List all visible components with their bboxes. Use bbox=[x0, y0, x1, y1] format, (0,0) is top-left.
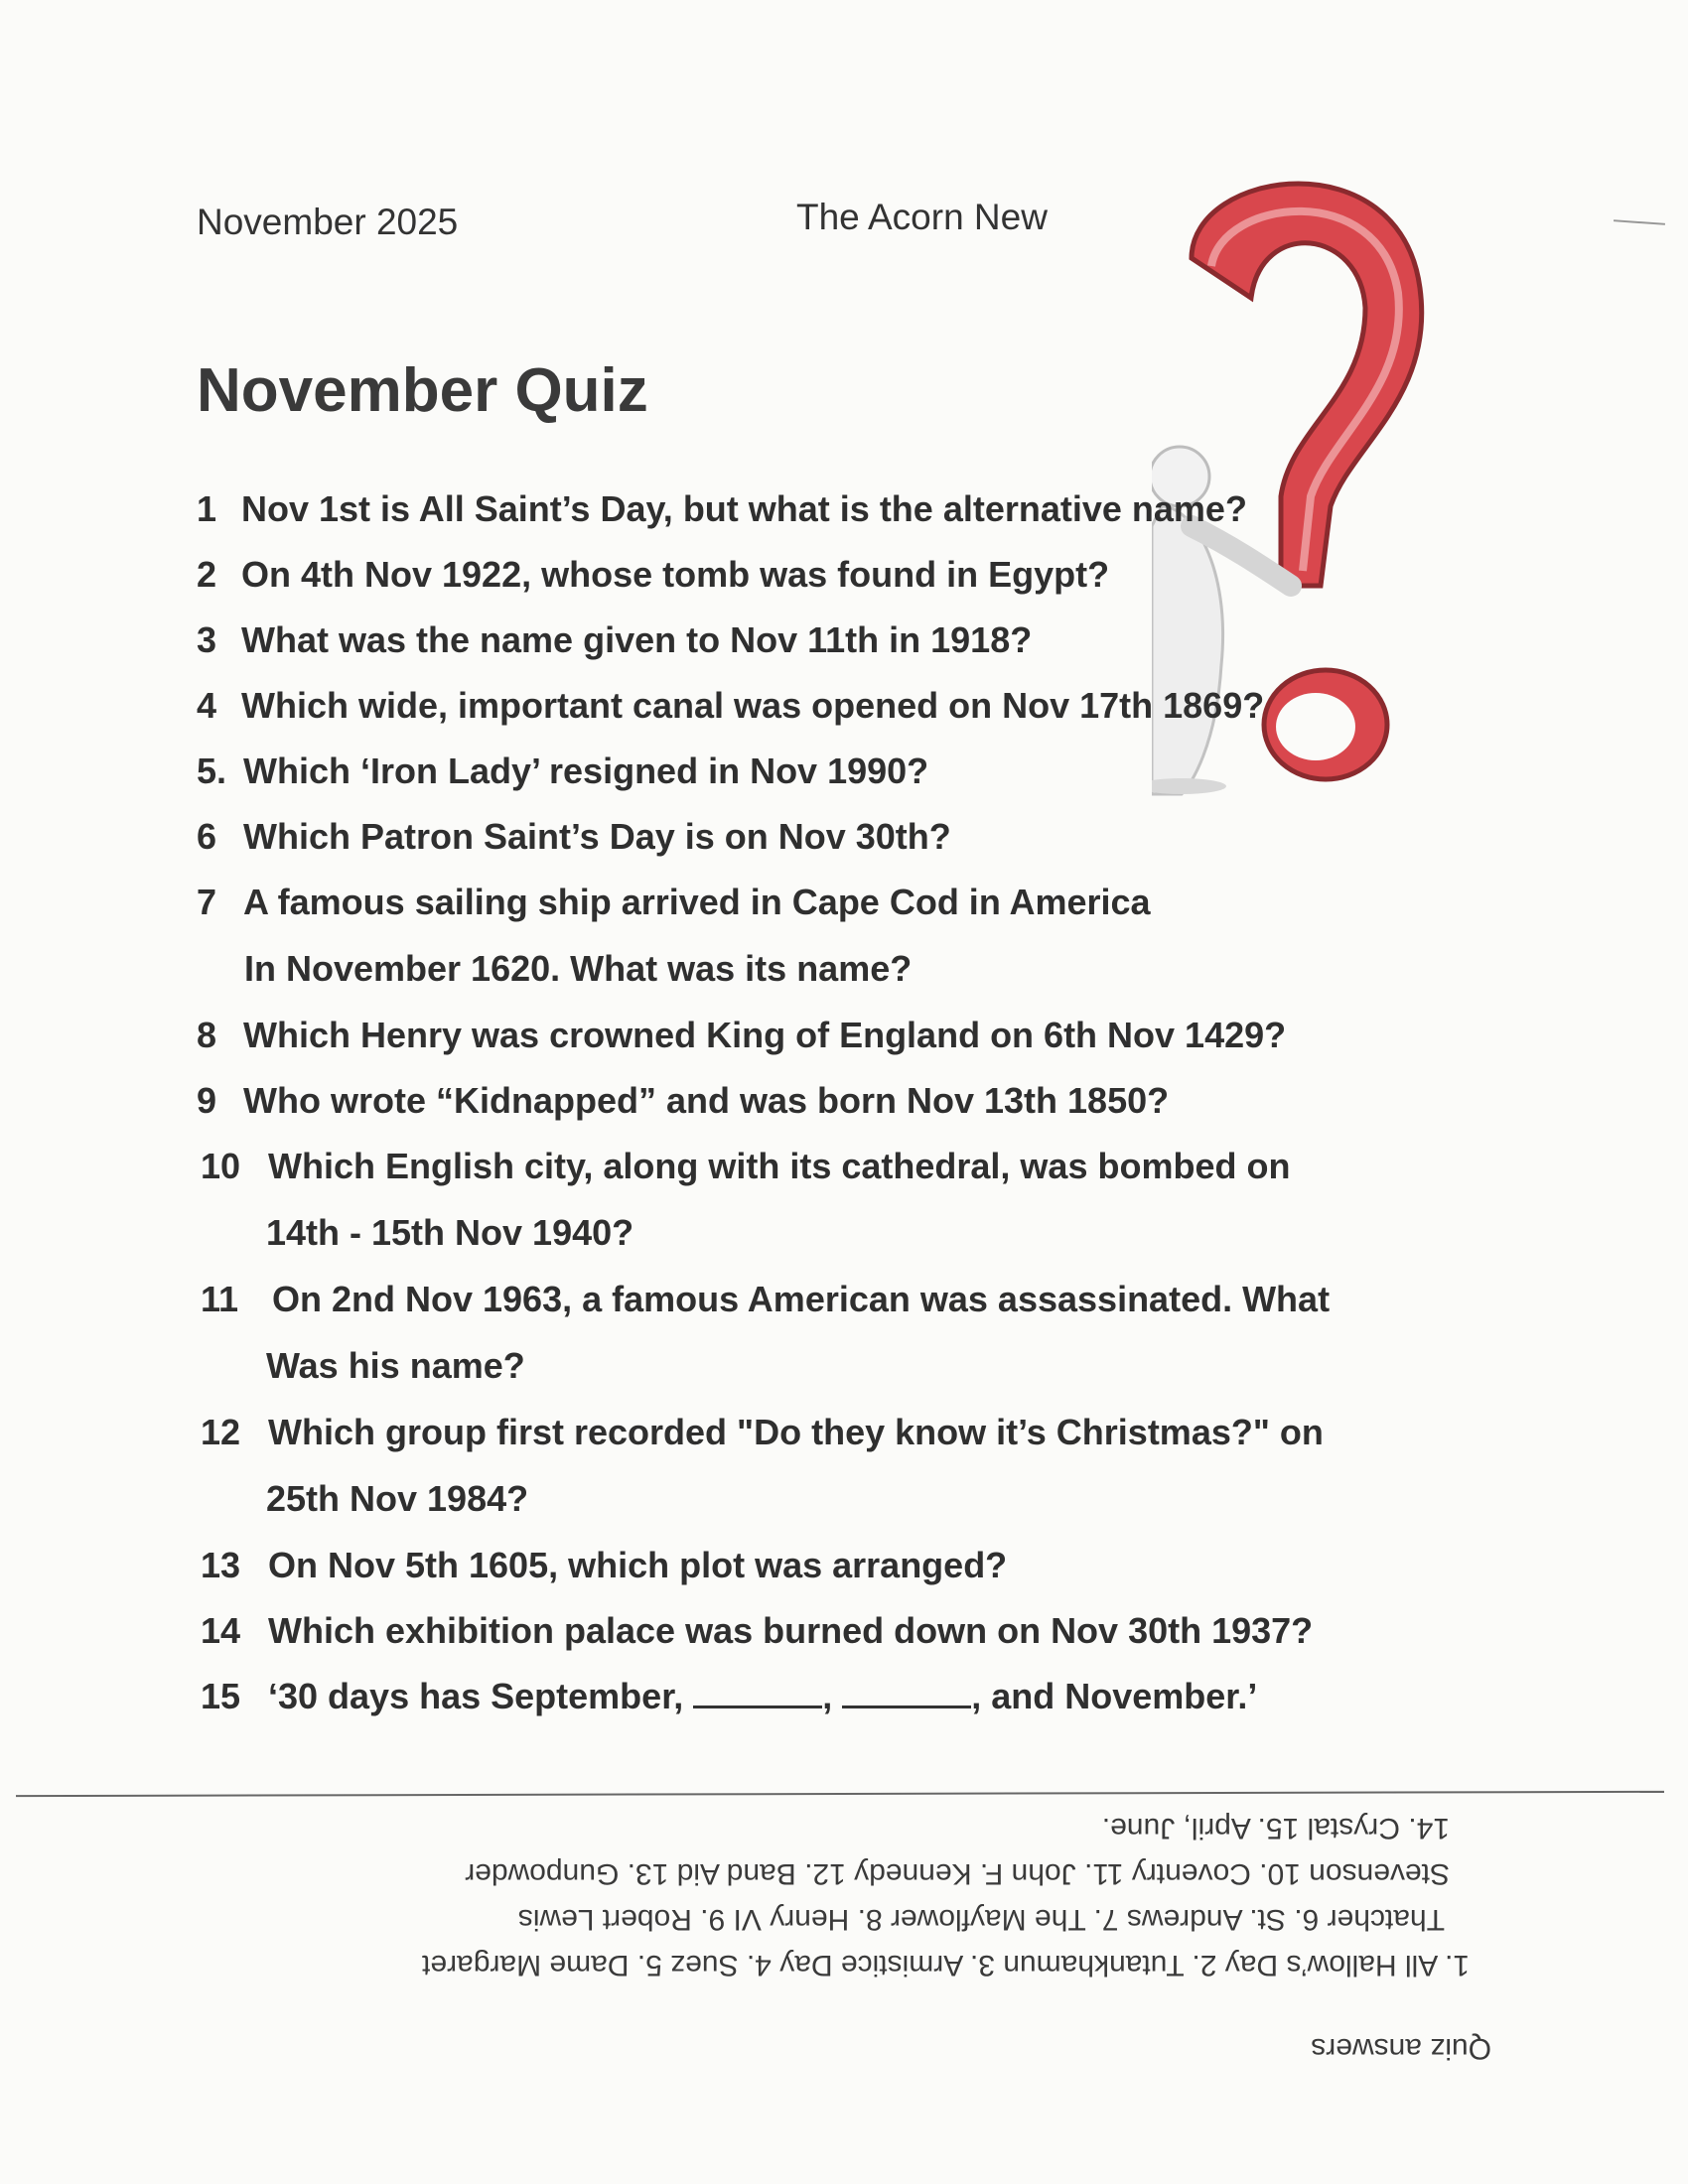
question-6 bbox=[197, 816, 951, 858]
question-text: ‘30 days has September, bbox=[268, 1676, 694, 1716]
question-text: Which wide, important canal was opened on Nov 17th 1869? bbox=[241, 685, 1265, 726]
question-text: Nov 1st is All Saint’s Day, but what is the alternative name? bbox=[241, 488, 1247, 529]
question-11 bbox=[201, 1279, 1330, 1320]
answer-line-3: Stevenson 10. Coventry 11. John F. Kennedy 12. Band Aid 13. Gunpowder bbox=[465, 1857, 1450, 1890]
scan-mark bbox=[1614, 219, 1665, 225]
question-1 bbox=[197, 488, 1247, 530]
question-text: On 4th Nov 1922, whose tomb was found in Egypt? bbox=[241, 554, 1110, 595]
question-text: Which English city, along with its cathedral, was bombed on bbox=[268, 1146, 1291, 1186]
header-date: November 2025 bbox=[197, 202, 459, 242]
question-2 bbox=[197, 554, 1109, 596]
answer-line-1: 1. All Hallow’s Day 2. Tutankhamun 3. Armistice Day 4. Suez 5. Dame Margaret bbox=[422, 1949, 1470, 1981]
question-text: Which Patron Saint’s Day is on Nov 30th? bbox=[243, 816, 951, 857]
question-text: , and November.’ bbox=[971, 1676, 1258, 1716]
question-number: 7 bbox=[197, 882, 217, 922]
question-3 bbox=[197, 619, 1032, 661]
answer-line-2: Thatcher 6. St. Andrews 7. The Mayflower 8. Henry VI 9. Robert Lewis bbox=[517, 1903, 1445, 1936]
question-10-continuation: 14th - 15th Nov 1940? bbox=[266, 1212, 634, 1253]
question-number: 15 bbox=[201, 1676, 241, 1716]
question-number: 5. bbox=[197, 751, 227, 791]
question-14 bbox=[201, 1610, 1313, 1652]
header-publication: The Acorn New bbox=[796, 197, 1048, 237]
question-number: 9 bbox=[197, 1080, 217, 1121]
question-12-continuation: 25th Nov 1984? bbox=[266, 1478, 529, 1519]
question-number: 11 bbox=[201, 1279, 239, 1319]
question-8 bbox=[197, 1015, 1286, 1056]
question-text: On 2nd Nov 1963, a famous American was assassinated. What bbox=[272, 1279, 1331, 1319]
question-text: Who wrote “Kidnapped” and was born Nov 13th 1850? bbox=[243, 1080, 1170, 1121]
question-12 bbox=[201, 1412, 1324, 1453]
answers-upside-down bbox=[228, 1807, 1509, 2075]
question-15 bbox=[201, 1676, 1257, 1717]
question-7-continuation: In November 1620. What was its name? bbox=[244, 948, 913, 989]
question-number: 10 bbox=[201, 1146, 241, 1186]
question-13 bbox=[201, 1545, 1007, 1586]
question-number: 12 bbox=[201, 1412, 241, 1452]
answers-heading: Quiz answers bbox=[1311, 2032, 1491, 2065]
question-number: 13 bbox=[201, 1545, 241, 1585]
question-5 bbox=[197, 751, 928, 792]
question-7 bbox=[197, 882, 1151, 923]
question-number: 1 bbox=[197, 488, 217, 529]
question-number: 14 bbox=[201, 1610, 241, 1651]
question-text: On Nov 5th 1605, which plot was arranged? bbox=[268, 1545, 1008, 1585]
question-number: 2 bbox=[197, 554, 217, 595]
question-text: Which ‘Iron Lady’ resigned in Nov 1990? bbox=[243, 751, 929, 791]
question-number: 4 bbox=[197, 685, 217, 726]
question-text: Which group first recorded "Do they know it’s Christmas?" on bbox=[268, 1412, 1324, 1452]
question-number: 8 bbox=[197, 1015, 217, 1055]
question-text: Which Henry was crowned King of England on 6th Nov 1429? bbox=[243, 1015, 1287, 1055]
answer-blank bbox=[842, 1676, 971, 1708]
question-number: 3 bbox=[197, 619, 217, 660]
question-11-continuation: Was his name? bbox=[266, 1345, 525, 1386]
question-number: 6 bbox=[197, 816, 217, 857]
question-text: What was the name given to Nov 11th in 1918? bbox=[241, 619, 1033, 660]
divider bbox=[16, 1791, 1664, 1797]
question-text: , bbox=[822, 1676, 843, 1716]
question-9 bbox=[197, 1080, 1169, 1122]
question-4 bbox=[197, 685, 1264, 727]
answer-blank bbox=[693, 1676, 822, 1708]
question-text: A famous sailing ship arrived in Cape Cod in America bbox=[243, 882, 1151, 922]
question-text: Which exhibition palace was burned down on Nov 30th 1937? bbox=[268, 1610, 1314, 1651]
answer-line-4: 14. Crystal 15. April, June. bbox=[1101, 1812, 1450, 1844]
quiz-title: November Quiz bbox=[197, 356, 648, 425]
question-10 bbox=[201, 1146, 1290, 1187]
